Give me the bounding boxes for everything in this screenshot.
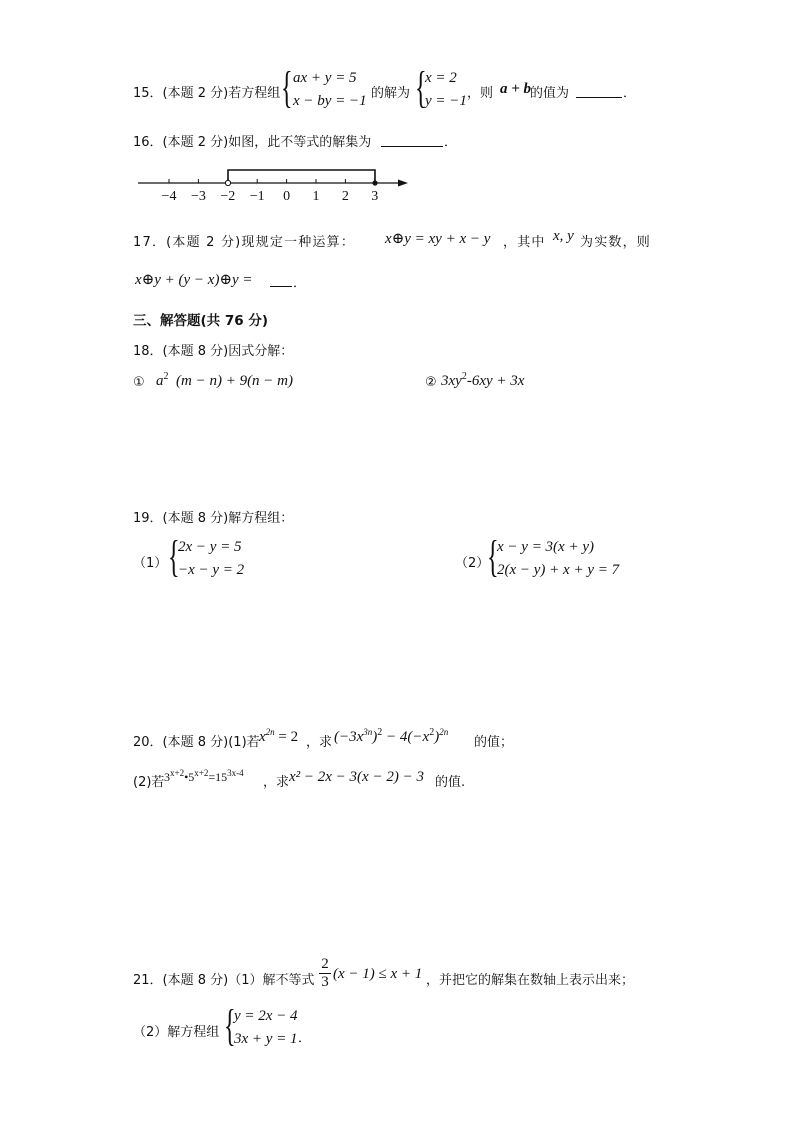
q21-l1-prefix: 21．(本题 8 分)（1）解不等式 bbox=[133, 973, 315, 988]
q15-sol2: y = −1 bbox=[425, 93, 467, 109]
q15-sol-brace: { bbox=[415, 63, 427, 112]
q15-end: ． bbox=[623, 86, 637, 101]
number-line-tick-label: −1 bbox=[249, 189, 265, 204]
q15-expr: a + b bbox=[500, 81, 532, 97]
q18-p2-label: ② bbox=[425, 375, 437, 390]
q17-answer-blank[interactable] bbox=[270, 272, 292, 287]
q21-l2-end: ． bbox=[298, 1031, 312, 1046]
q18-title: 18．(本题 8 分)因式分解： bbox=[133, 344, 294, 359]
q17-suffix: 为实数，则 bbox=[580, 235, 652, 250]
q19-p1-brace: { bbox=[168, 532, 180, 581]
q15-prefix: 15．(本题 2 分)若方程组 bbox=[133, 86, 281, 101]
q20-l1-end: 的值； bbox=[474, 735, 514, 750]
closed-endpoint bbox=[372, 180, 377, 185]
q21-eq1: y = 2x − 4 bbox=[234, 1008, 298, 1024]
q20-l1-mid: ，求 bbox=[306, 735, 333, 750]
q17-end: ． bbox=[293, 276, 307, 291]
q19-title: 19．(本题 8 分)解方程组： bbox=[133, 511, 294, 526]
q21-l2-prefix: （2）解方程组 bbox=[133, 1025, 220, 1040]
q19-p2-brace: { bbox=[487, 532, 499, 581]
number-line-arrow bbox=[398, 180, 408, 187]
q21-ineq: (x − 1) ≤ x + 1 bbox=[333, 966, 423, 982]
number-line-tick-label: 1 bbox=[312, 189, 320, 204]
q21-frac-den: 3 bbox=[319, 973, 331, 990]
q18-p1-label: ① bbox=[133, 375, 145, 390]
q15-mid: 的解为 bbox=[371, 86, 411, 101]
solution-bracket bbox=[228, 170, 375, 183]
number-line-tick-label: −2 bbox=[220, 189, 236, 204]
q15-answer-blank[interactable] bbox=[576, 83, 622, 98]
q17-prefix: 17．(本题 2 分)现规定一种运算： bbox=[133, 235, 356, 250]
q19-p2-eq1: x − y = 3(x + y) bbox=[497, 539, 594, 555]
q20-l1-cond: $x^{2n} = 2$ bbox=[259, 727, 299, 745]
q21-l1-end: ，并把它的解集在数轴上表示出来； bbox=[426, 973, 635, 988]
q21-brace: { bbox=[224, 1001, 236, 1050]
q17-def: x⊕y = xy + x − y bbox=[385, 231, 491, 247]
number-line-tick-label: −3 bbox=[190, 189, 206, 204]
q15-eq1: ax + y = 5 bbox=[293, 70, 357, 86]
q20-l1-prefix: 20．(本题 8 分)(1)若 bbox=[133, 735, 260, 750]
q20-l1-expr: $(-3x^{3n})^2 - 4(-x^2)^{2n}$ bbox=[334, 727, 449, 745]
q20-l2-mid: ，求 bbox=[263, 775, 290, 790]
open-endpoint bbox=[225, 180, 230, 185]
number-line-tick-label: 2 bbox=[341, 189, 349, 204]
q16-text: 16．(本题 2 分)如图，此不等式的解集为 bbox=[133, 135, 372, 150]
q20-l2-prefix: (2)若 bbox=[133, 775, 165, 790]
number-line-tick-label: 3 bbox=[371, 189, 379, 204]
q20-l2-cond: $3^{x+2}•5^{x+2}=15^{3x-4}$ bbox=[164, 768, 244, 784]
number-line-tick-label: −4 bbox=[161, 189, 177, 204]
q19-p2-label: （2） bbox=[455, 556, 490, 571]
q15-suffix1: ，则 bbox=[467, 86, 494, 101]
q15-eq2: x − by = −1 bbox=[293, 93, 367, 109]
q20-l2-end: 的值. bbox=[435, 775, 466, 790]
q16-end: ． bbox=[444, 135, 458, 150]
q16-answer-blank[interactable] bbox=[381, 132, 443, 147]
section-3-title: 三、解答题(共 76 分) bbox=[133, 313, 269, 329]
q17-mid: ，其中 bbox=[503, 235, 546, 250]
q19-p1-eq1: 2x − y = 5 bbox=[178, 539, 242, 555]
q19-p1-label: （1） bbox=[133, 556, 168, 571]
number-line-tick-label: 0 bbox=[283, 189, 291, 204]
q15-sol1: x = 2 bbox=[425, 70, 457, 86]
q17-vars: x, y bbox=[553, 228, 574, 244]
q21-eq2: 3x + y = 1 bbox=[234, 1031, 298, 1047]
q18-p1-expr-a: $a^2$ bbox=[156, 371, 169, 389]
q21-fraction bbox=[319, 956, 331, 990]
q18-p1-expr: (m − n) + 9(n − m) bbox=[176, 373, 294, 389]
q20-l2-expr: x² − 2x − 3(x − 2) − 3 bbox=[289, 769, 424, 785]
q15-suffix2: 的值为 bbox=[530, 86, 570, 101]
q15-brace: { bbox=[281, 63, 293, 112]
number-line bbox=[130, 160, 420, 210]
q21-frac-num: 2 bbox=[321, 956, 329, 972]
q19-p2-eq2: 2(x − y) + x + y = 7 bbox=[497, 562, 620, 578]
q18-p2-expr: $3xy^2-6xy + 3x$ bbox=[441, 371, 525, 389]
q17-expr: x⊕y + (y − x)⊕y = bbox=[135, 272, 253, 288]
q19-p1-eq2: −x − y = 2 bbox=[178, 562, 245, 578]
